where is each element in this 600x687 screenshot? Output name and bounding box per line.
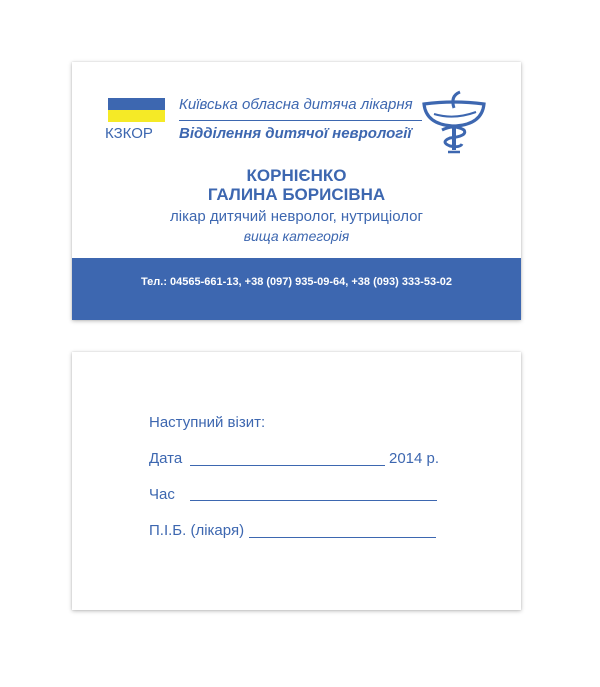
department-name: Відділення дитячої неврології <box>179 125 412 142</box>
time-label: Час <box>149 486 175 503</box>
next-visit-label: Наступний візит: <box>149 414 266 431</box>
business-card-back <box>72 352 521 610</box>
doctor-position: лікар дитячий невролог, нутриціолог <box>170 208 423 225</box>
date-line <box>190 465 385 466</box>
bowl-of-hygieia-icon <box>420 90 488 154</box>
date-label: Дата <box>149 450 183 467</box>
doctor-name-label: П.І.Б. (лікаря) <box>149 522 245 539</box>
doctor-surname: КОРНІЄНКО <box>246 166 347 185</box>
time-line <box>190 500 437 501</box>
doctor-category: вища категорія <box>243 228 350 244</box>
phone-numbers: Тел.: 04565-661-13, +38 (097) 935-09-64, +38 (093) 333-53-02 <box>141 276 452 288</box>
org-abbreviation: КЗКОР <box>105 125 153 142</box>
contact-band <box>72 258 521 320</box>
year-suffix: 2014 р. <box>389 450 440 467</box>
ukraine-flag-icon <box>108 98 165 122</box>
doctor-given-names: ГАЛИНА БОРИСІВНА <box>207 185 386 204</box>
hospital-name: Київська обласна дитяча лікарня <box>179 96 413 113</box>
divider <box>179 120 422 121</box>
business-card-front <box>72 62 521 320</box>
doctor-name-line <box>249 537 436 538</box>
